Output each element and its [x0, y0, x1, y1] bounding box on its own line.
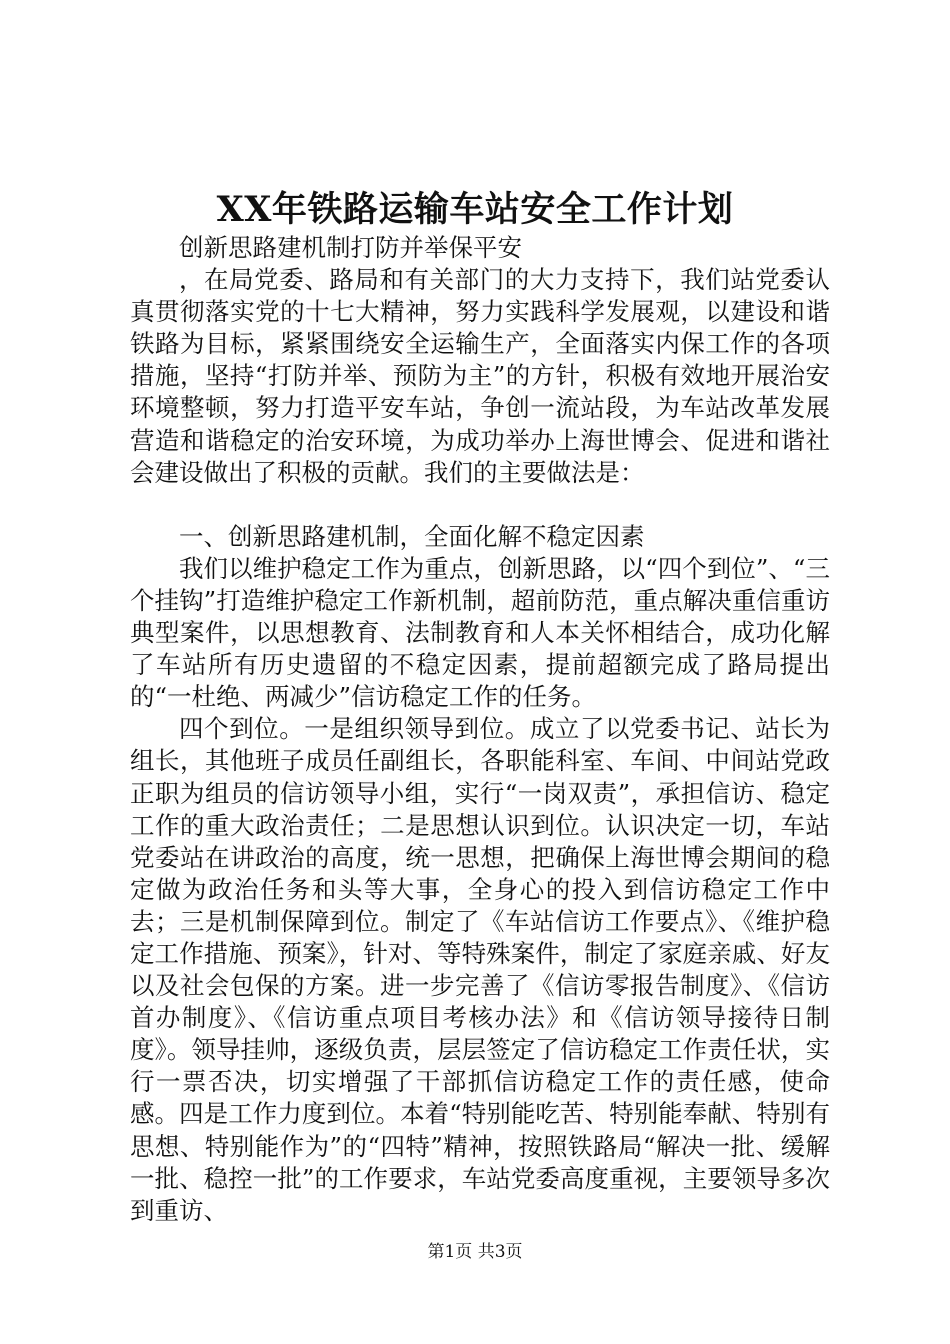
subtitle-paragraph: 创新思路建机制打防并举保平安 [179, 233, 522, 262]
document-title: XX年铁路运输车站安全工作计划 [216, 189, 734, 230]
intro-paragraph: ，在局党委、路局和有关部门的大力支持下，我们站党委认真贯彻落实党的十七大精神，努力实践科学发展观，以建设和谐铁路为目标，紧紧围绕安全运输生产，全面落实内保工作的各项措施，坚持“打防并举、预防为主”的方针，积极有效地开展治安环境整顿，努力打造平安车站，争创一流站段，为车站改革发展营造和谐稳定的治安环境，为成功举办上海世博会、促进和谐社会建设做出了积极的贡献。我们的主要做法是： [130, 265, 830, 487]
paragraph-gap [130, 489, 830, 521]
page-footer: 第1页 共3页 [427, 1242, 523, 1262]
body-paragraph: 我们以维护稳定工作为重点，创新思路，以“四个到位”、“三个挂钩”打造维护稳定工作新机制，超前防范，重点解决重信重访典型案件，以思想教育、法制教育和人本关怀相结合，成功化解了车站所有历史遗留的不稳定因素，提前超额完成了路局提出的“一杜绝、两减少”信访稳定工作的任务。 [130, 553, 830, 712]
document-body [130, 232, 830, 1227]
section-heading: 一、创新思路建机制，全面化解不稳定因素 [179, 521, 645, 551]
body-paragraph: 四个到位。一是组织领导到位。成立了以党委书记、站长为组长，其他班子成员任副组长，各职能科室、车间、中间站党政正职为组员的信访领导小组，实行“一岗双责”，承担信访、稳定工作的重大政治责任；二是思想认识到位。认识决定一切，车站党委站在讲政治的高度，统一思想，把确保上海世博会期间的稳定做为政治任务和头等大事，全身心的投入到信访稳定工作中去；三是机制保障到位。制定了《车站信访工作要点》、《维护稳定工作措施、预案》，针对、等特殊案件，制定了家庭亲戚、好友以及社会包保的方案。进一步完善了《信访零报告制度》、《信访首办制度》、《信访重点项目考核办法》和《信访领导接待日制度》。领导挂帅，逐级负责，层层签定了信访稳定工作责任状，实行一票否决，切实增强了干部抓信访稳定工作的责任感，使命感。四是工作力度到位。本着“特别能吃苦、特别能奉献、特别有思想、特别能作为”的“四特”精神，按照铁路局“解决一批、缓解一批、稳控一批”的工作要求，车站党委高度重视，主要领导多次到重访、 [130, 714, 830, 1225]
